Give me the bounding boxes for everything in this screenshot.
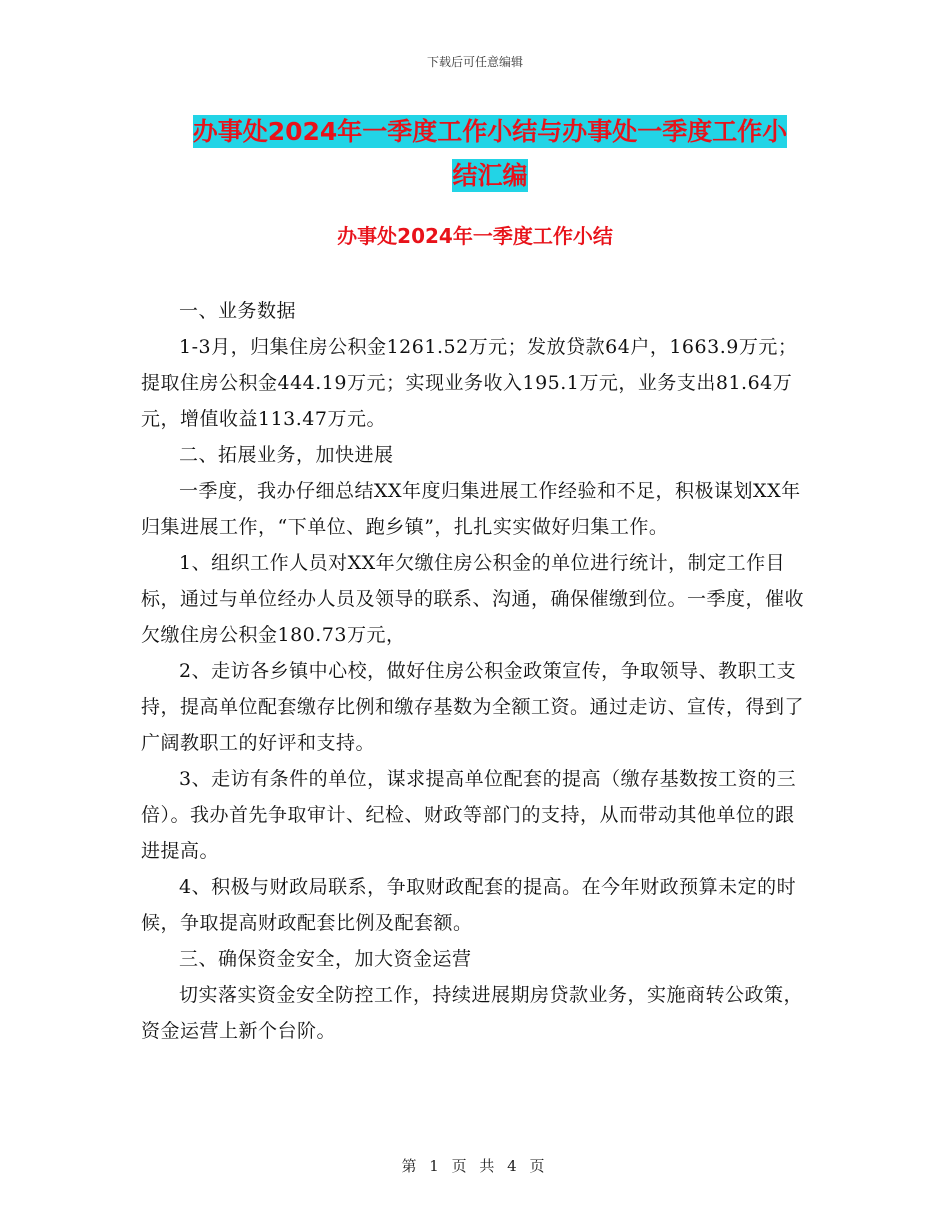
page-number: 第 1 页 共 4 页 [401,1157,549,1175]
paragraph-business-data: 1-3月，归集住房公积金1261.52万元；发放贷款64户，1663.9万元；提取住房公积金444.19万元；实现业务收入195.1万元，业务支出81.64万元，增值收益113.47万元。 [141,336,798,430]
heading-fund-safety: 三、确保资金安全，加大资金运营 [179,948,472,970]
heading-business-data: 一、业务数据 [179,300,297,322]
paragraph-item-1: 1、组织工作人员对XX年欠缴住房公积金的单位进行统计，制定工作目标，通过与单位经办人员及领导的联系、沟通，确保催缴到位。一季度，催收欠缴住房公积金180.73万元， [141,552,805,646]
heading-expand-business: 二、拓展业务，加快进展 [179,444,394,466]
paragraph-item-4: 4、积极与财政局联系，争取财政配套的提高。在今年财政预算未定的时候，争取提高财政配套比例及配套额。 [141,876,797,934]
section-title: 办事处2024年一季度工作小结 [337,224,613,248]
paragraph-item-2: 2、走访各乡镇中心校，做好住房公积金政策宣传，争取领导、教职工支持，提高单位配套缴存比例和缴存基数为全额工资。通过走访、宣传，得到了广阔教职工的好评和支持。 [141,660,805,754]
document-title-line-1: 办事处2024年一季度工作小结与办事处一季度工作小 [192,117,788,146]
paragraph-item-3: 3、走访有条件的单位，谋求提高单位配套的提高（缴存基数按工资的三倍）。我办首先争取审计、纪检、财政等部门的支持，从而带动其他单位的跟进提高。 [141,768,797,862]
document-title-line-2: 结汇编 [452,161,528,190]
header-note: 下载后可任意编辑 [426,55,523,69]
document-body [141,293,813,1049]
document-title [140,110,840,198]
paragraph-fund-safety: 切实落实资金安全防控工作，持续进展期房贷款业务，实施商转公政策，资金运营上新个台阶。 [141,984,804,1042]
paragraph-q1-summary: 一季度，我办仔细总结XX年度归集进展工作经验和不足，积极谋划XX年归集进展工作，“下单位、跑乡镇”，扎扎实实做好归集工作。 [141,480,801,538]
